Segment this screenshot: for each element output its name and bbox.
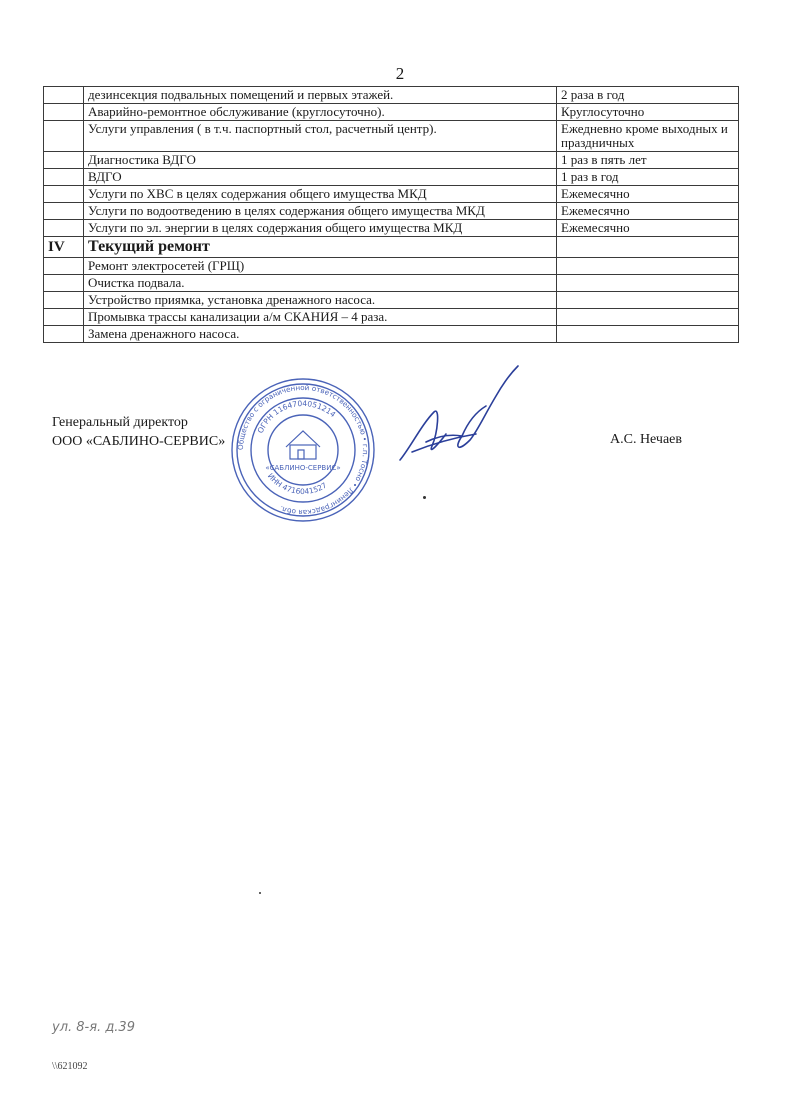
cell-num [44, 104, 84, 121]
cell-num [44, 275, 84, 292]
cell-num [44, 169, 84, 186]
cell-num [44, 220, 84, 237]
cell-freq [557, 292, 739, 309]
cell-name: Замена дренажного насоса. [84, 326, 557, 343]
signer-position: Генеральный директор [52, 415, 188, 430]
cell-freq: 1 раз в пять лет [557, 152, 739, 169]
cell-freq: 2 раза в год [557, 87, 739, 104]
cell-name: дезинсекция подвальных помещений и первых этажей. [84, 87, 557, 104]
signature-block [52, 413, 225, 451]
table-row [44, 186, 739, 203]
table-row [44, 292, 739, 309]
cell-num [44, 258, 84, 275]
cell-freq [557, 309, 739, 326]
table-row [44, 169, 739, 186]
table-row [44, 152, 739, 169]
cell-name: Услуги по ХВС в целях содержания общего имущества МКД [84, 186, 557, 203]
svg-text:ИНН 4716041527 [266, 471, 329, 496]
speck [423, 496, 426, 499]
cell-name: Очистка подвала. [84, 275, 557, 292]
cell-freq: Ежедневно кроме выходных и праздничных [557, 121, 739, 152]
table-row [44, 326, 739, 343]
cell-freq [557, 237, 739, 258]
cell-num [44, 292, 84, 309]
signer-name: А.С. Нечаев [610, 432, 683, 447]
cell-num [44, 87, 84, 104]
cell-name: Промывка трассы канализации а/м СКАНИЯ – 4 раза. [84, 309, 557, 326]
table-row [44, 258, 739, 275]
stamp-center-text: «САБЛИНО-СЕРВИС» [265, 464, 341, 472]
stamp-house-icon [286, 431, 320, 459]
cell-name: ВДГО [84, 169, 557, 186]
page-number: 2 [395, 64, 405, 83]
cell-freq [557, 326, 739, 343]
cell-num [44, 121, 84, 152]
cell-freq [557, 275, 739, 292]
table-row [44, 121, 739, 152]
table-row [44, 87, 739, 104]
stamp-ogrn: ОГРН 1164704051214 [255, 398, 338, 435]
cell-num [44, 152, 84, 169]
cell-name: Услуги по эл. энергии в целях содержания общего имущества МКД [84, 220, 557, 237]
footer-address: ул. 8-я. д.39 [52, 1020, 135, 1035]
stamp-inn: ИНН 4716041527 [265, 471, 329, 497]
speck [259, 892, 261, 894]
signer-company: ООО «САБЛИНО-СЕРВИС» [52, 434, 226, 449]
company-stamp [228, 375, 378, 525]
cell-freq: Ежемесячно [557, 220, 739, 237]
cell-freq: Ежемесячно [557, 203, 739, 220]
cell-name: Аварийно-ремонтное обслуживание (круглосуточно). [84, 104, 557, 121]
table-row [44, 104, 739, 121]
cell-num [44, 203, 84, 220]
svg-text:ОГРН 1164704051214 [256, 399, 338, 435]
cell-freq: Ежемесячно [557, 186, 739, 203]
cell-num [44, 186, 84, 203]
cell-name: Диагностика ВДГО [84, 152, 557, 169]
cell-num [44, 309, 84, 326]
table-row [44, 275, 739, 292]
stamp-outer-text: Общество с ограниченной ответственностью • г.п. Тосно • Ленинградская обл. [235, 382, 371, 518]
section-header-row [44, 237, 739, 258]
cell-freq [557, 258, 739, 275]
cell-freq: Круглосуточно [557, 104, 739, 121]
section-title: Текущий ремонт [84, 237, 557, 258]
signature-icon [392, 362, 532, 482]
cell-name: Услуги по водоотведению в целях содержания общего имущества МКД [84, 203, 557, 220]
footer-code: \\621092 [52, 1061, 88, 1072]
services-table [43, 86, 739, 343]
cell-name: Ремонт электросетей (ГРЩ) [84, 258, 557, 275]
table-row [44, 203, 739, 220]
cell-num [44, 326, 84, 343]
cell-name: Услуги управления ( в т.ч. паспортный стол, расчетный центр). [84, 121, 557, 152]
cell-name: Устройство приямка, установка дренажного насоса. [84, 292, 557, 309]
table-row [44, 220, 739, 237]
cell-freq: 1 раз в год [557, 169, 739, 186]
table-row [44, 309, 739, 326]
section-number: IV [44, 237, 84, 258]
